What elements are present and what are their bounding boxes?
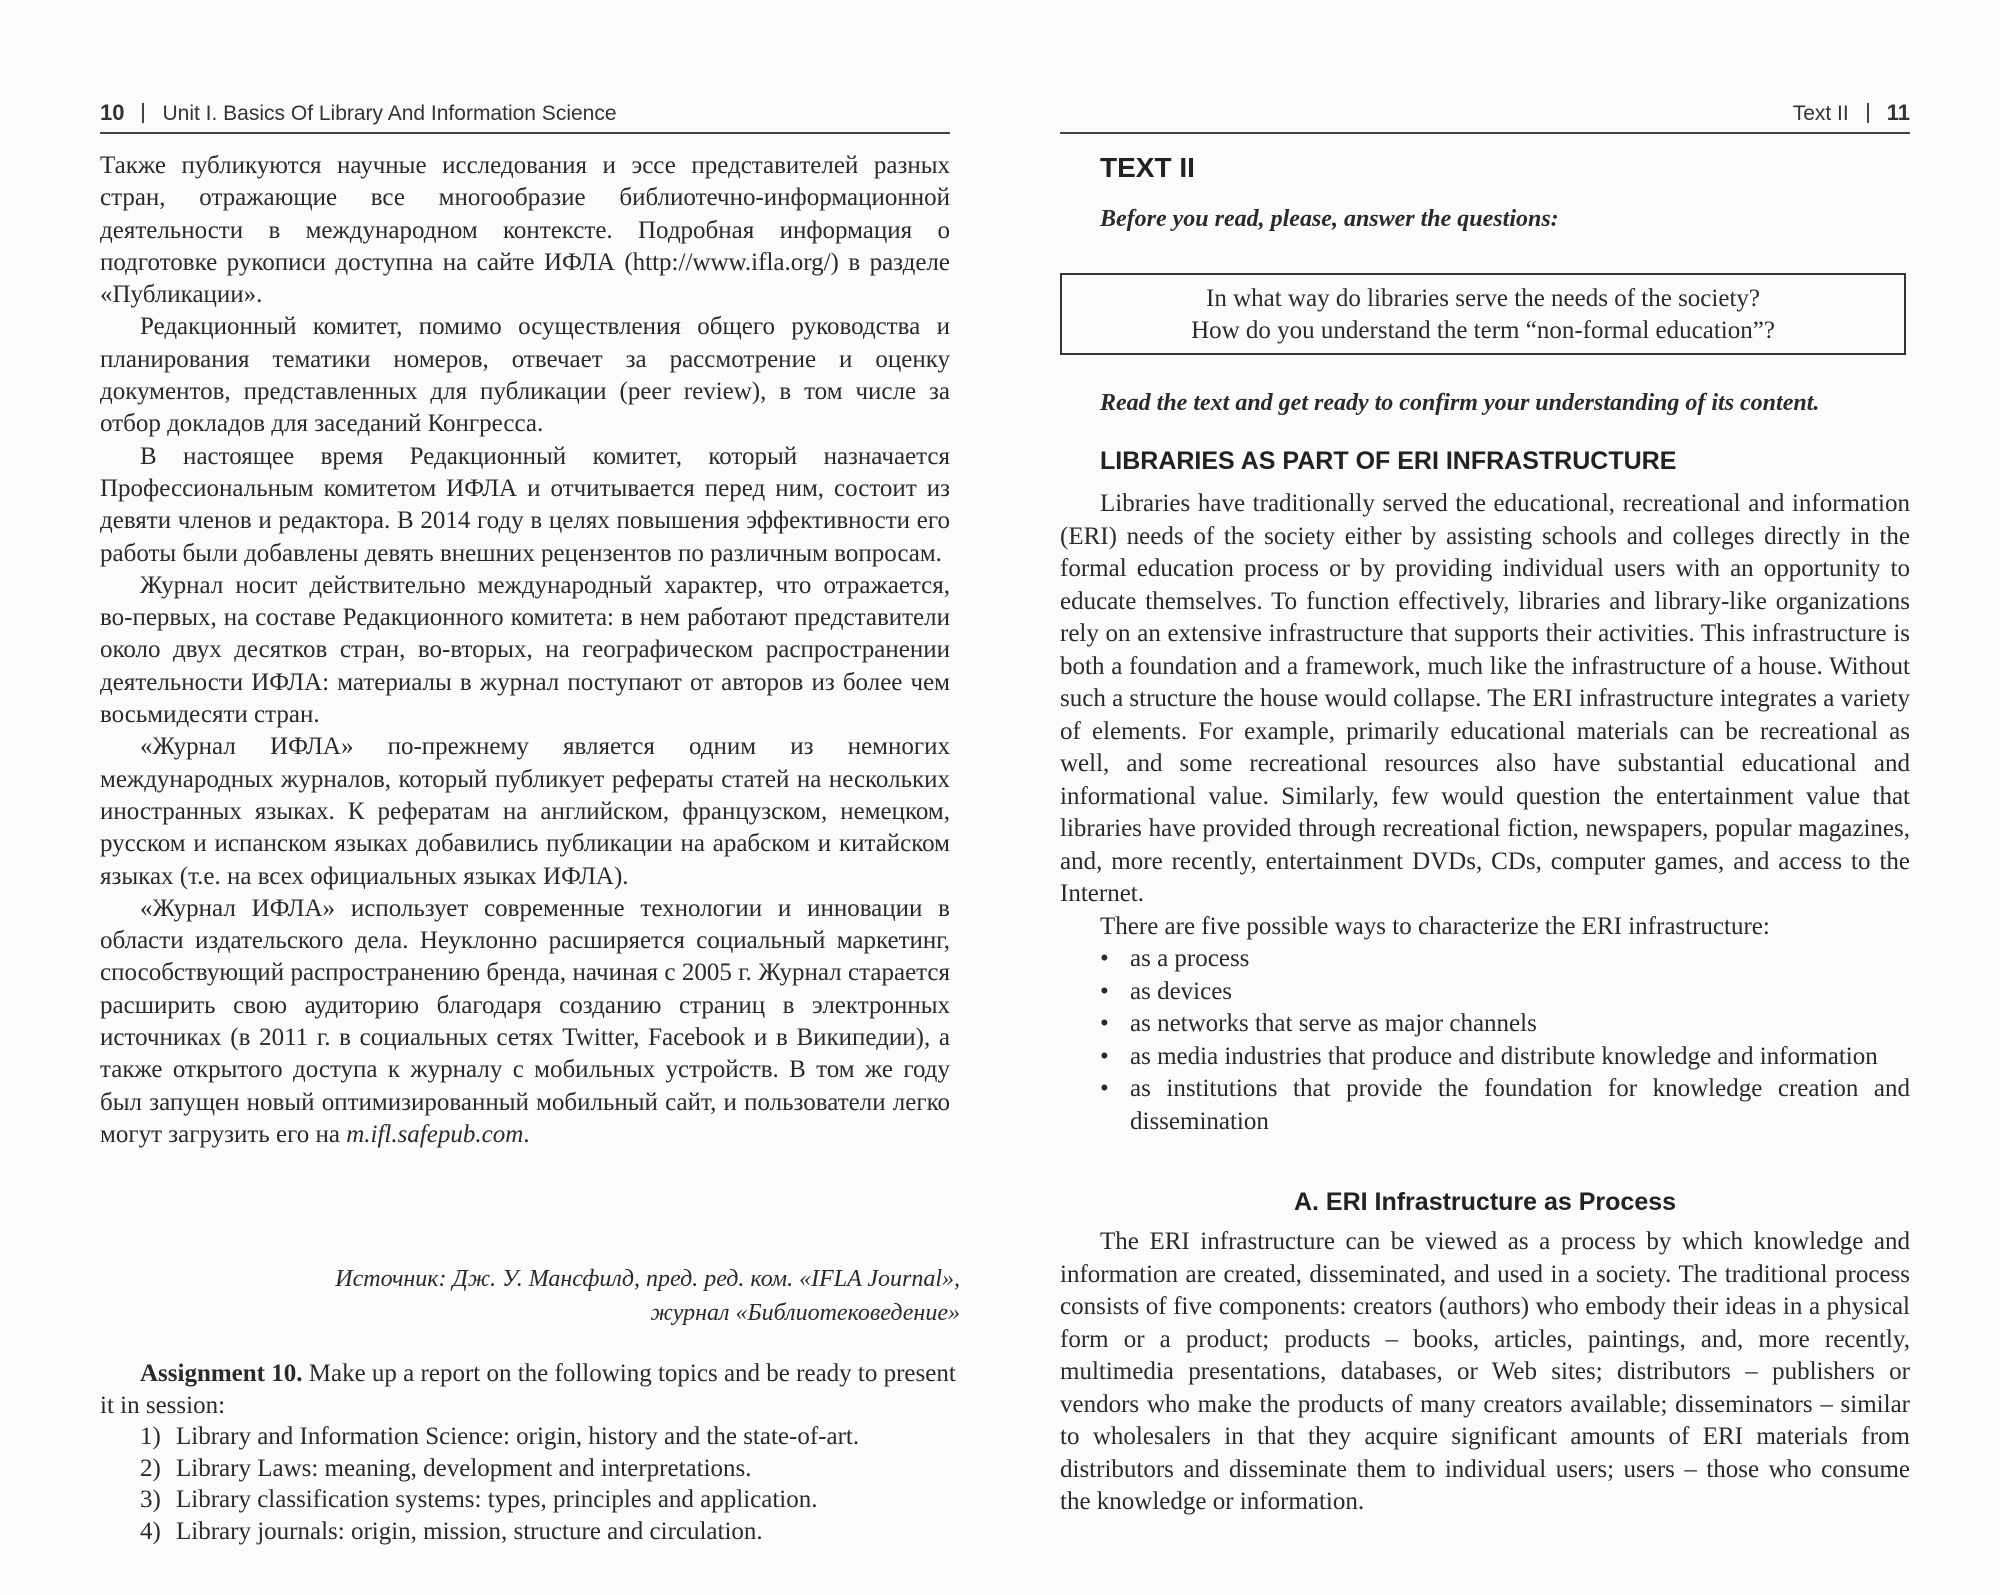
journal-site: m.ifl.safepub.com: [346, 1120, 524, 1148]
item-number: 3): [140, 1486, 161, 1513]
item-text: Library classification systems: types, principles and application.: [176, 1486, 818, 1513]
list-item: [140, 1453, 960, 1485]
assignment-list: [100, 1421, 960, 1547]
paragraph: The ERI infrastructure can be viewed as a process by which knowledge and information are created, disseminated, and used in a society. The traditional process consists of five components: creators (authors) who embody their ideas in a physical form or a product; products – books, articles, paintings, and, more recently, multimedia presentations, databases, or Web sites; distributors – publishers or vendors who make the products of many creators available; disseminators – similar to wholesalers in that they acquire significant amounts of ERI materials from distributors and disseminate them to individual users; users – those who consume the knowledge or information.: [1060, 1228, 1910, 1515]
list-item: [140, 1484, 960, 1516]
questions-box: [1060, 273, 1906, 355]
bullet-text: as media industries that produce and distribute knowledge and information: [1130, 1042, 1878, 1070]
bullet-icon: •: [1100, 1010, 1109, 1037]
bullet-icon: •: [1100, 945, 1109, 972]
right-header-title: Text II: [1792, 102, 1849, 125]
bullet-text: as institutions that provide the foundation for knowledge creation and dissemination: [1130, 1075, 1910, 1135]
paragraph: Также публикуются научные исследования и эссе представителей разных стран, отражающие все многообразие библиотечно-информационной деятельности в международном контексте. Подробная информация о подготовке рукописи доступна на сайте ИФЛА (http://www.ifla.org/) в разделе «Публикации».: [100, 152, 950, 309]
paragraph: Журнал носит действительно международный характер, что отражается, во-первых, на составе Редакционного комитета: в нем работают представители около двух десятков стран, во-вторых, на географическом распространении деятельности ИФЛА: материалы в журнал поступают от авторов из более чем восьмидесяти стран.: [100, 571, 950, 729]
left-header-title: Unit I. Basics Of Library And Information Science: [162, 102, 617, 125]
paragraph: В настоящее время Редакционный комитет, который назначается Профессиональным комитетом ИФЛА и отчитывается перед ним, состоит из девяти членов и редактора. В 2014 году в целях повышения эффективности его работы были добавлены девять внешних рецензентов по различным вопросам.: [100, 442, 950, 567]
source-line: Источник: Дж. У. Мансфилд, пред. ред. ком. «IFLA Journal»,: [335, 1266, 960, 1292]
header-divider: [142, 103, 144, 123]
bullet-text: as networks that serve as major channels: [1130, 1010, 1537, 1037]
bullet-icon: •: [1100, 1075, 1109, 1102]
subsection-body: [1060, 1226, 1910, 1519]
article-heading: LIBRARIES AS PART OF ERI INFRASTRUCTURE: [1100, 447, 1677, 475]
header-divider: [1867, 103, 1869, 123]
bullet-icon: •: [1100, 977, 1109, 1005]
left-running-header: [100, 100, 950, 134]
item-text: Library and Information Science: origin, history and the state-of-art.: [176, 1423, 860, 1450]
item-text: Library Laws: meaning, development and interpretations.: [176, 1454, 752, 1482]
bullet-item: [1100, 1041, 1910, 1074]
item-text: Library journals: origin, mission, structure and circulation.: [176, 1517, 763, 1545]
bullet-text: as devices: [1130, 977, 1233, 1005]
item-number: 2): [140, 1454, 161, 1482]
assignment-block: [100, 1358, 960, 1547]
paragraph-tail: .: [523, 1120, 530, 1148]
paragraph: «Журнал ИФЛА» по-прежнему является одним из немногих международных журналов, который публикует рефераты статей на нескольких иностранных языках. К рефератам на английском, французском, немецком, русском и испанском языках добавились публикации на арабском и китайском языках (т.е. на всех официальных языках ИФЛА).: [100, 733, 950, 890]
reading-prompt: Read the text and get ready to confirm your understanding of its content.: [1100, 390, 1820, 416]
item-number: 4): [140, 1517, 161, 1545]
paragraph: Libraries have traditionally served the educational, recreational and information (ERI) needs of the society either by assisting schools and colleges directly in the formal education process or by providing individual users with an opportunity to educate themselves. To function effectively, libraries and library-like organizations rely on an extensive infrastructure that supports their activities. This infrastructure is both a foundation and a framework, much like the infrastructure of a house. Without such a structure the house would collapse. The ERI infrastructure integrates a variety of elements. For example, primarily educational materials can be recreational as well, and some recreational resources also have substantial educational and informational value. Similarly, few would question the entertainment value that libraries have provided through recreational fiction, newspapers, popular magazines, and, more recently, entertainment DVDs, CDs, computer games, and access to the Internet.: [1060, 490, 1910, 907]
list-item: [140, 1421, 960, 1453]
right-running-header: [1060, 100, 1910, 134]
section-title: TEXT II: [1100, 152, 1195, 183]
bullet-list: [1060, 943, 1910, 1138]
source-citation: [110, 1262, 960, 1330]
paragraph-last: [100, 893, 950, 1151]
assignment-text: Make up a report on the following topics and be ready to present it in session:: [100, 1360, 956, 1419]
pre-reading-prompt: Before you read, please, answer the questions:: [1100, 206, 1559, 232]
question: How do you understand the term “non-formal education”?: [1191, 317, 1775, 344]
paragraph: There are five possible ways to characterize the ERI infrastructure:: [1100, 912, 1770, 940]
bullet-text: as a process: [1130, 945, 1250, 972]
bullet-item: [1100, 1008, 1910, 1041]
article-body: [1060, 488, 1910, 1138]
bullet-item: [1100, 943, 1910, 976]
assignment-label: Assignment 10.: [140, 1360, 303, 1387]
list-item: [140, 1516, 960, 1548]
bullet-item: [1100, 1073, 1910, 1138]
question: In what way do libraries serve the needs of the society?: [1206, 285, 1760, 312]
left-page-number: 10: [100, 100, 125, 125]
right-page-number: 11: [1886, 100, 1910, 125]
item-number: 1): [140, 1423, 161, 1450]
assignment-intro: [100, 1358, 960, 1421]
bullet-icon: •: [1100, 1042, 1109, 1070]
bullet-item: [1100, 976, 1910, 1009]
source-line: журнал «Библиотековедение»: [650, 1300, 960, 1326]
paragraph-text: «Журнал ИФЛА» использует современные технологии и инновации в области издательского дела. Неуклонно расширяется социальный маркетинг, способствующий распространению бренда, начиная с 2005 г. Журнал старается расширить свою аудиторию благодаря созданию страниц в электронных источниках (в 2011 г. в социальных сетях Twitter, Facebook и в Википедии), а также открытого доступа к журналу с мобильных устройств. В том же году был запущен новый оптимизированный мобильный сайт, и пользователи легко могут загрузить его на: [100, 894, 950, 1148]
left-body-text: [100, 150, 950, 1151]
subsection-heading: A. ERI Infrastructure as Process: [1293, 1188, 1677, 1216]
paragraph: Редакционный комитет, помимо осуществления общего руководства и планирования тематики номеров, отвечает за рассмотрение и оценку документов, представленных для публикации (peer review), в том числе за отбор докладов для заседаний Конгресса.: [100, 313, 950, 438]
